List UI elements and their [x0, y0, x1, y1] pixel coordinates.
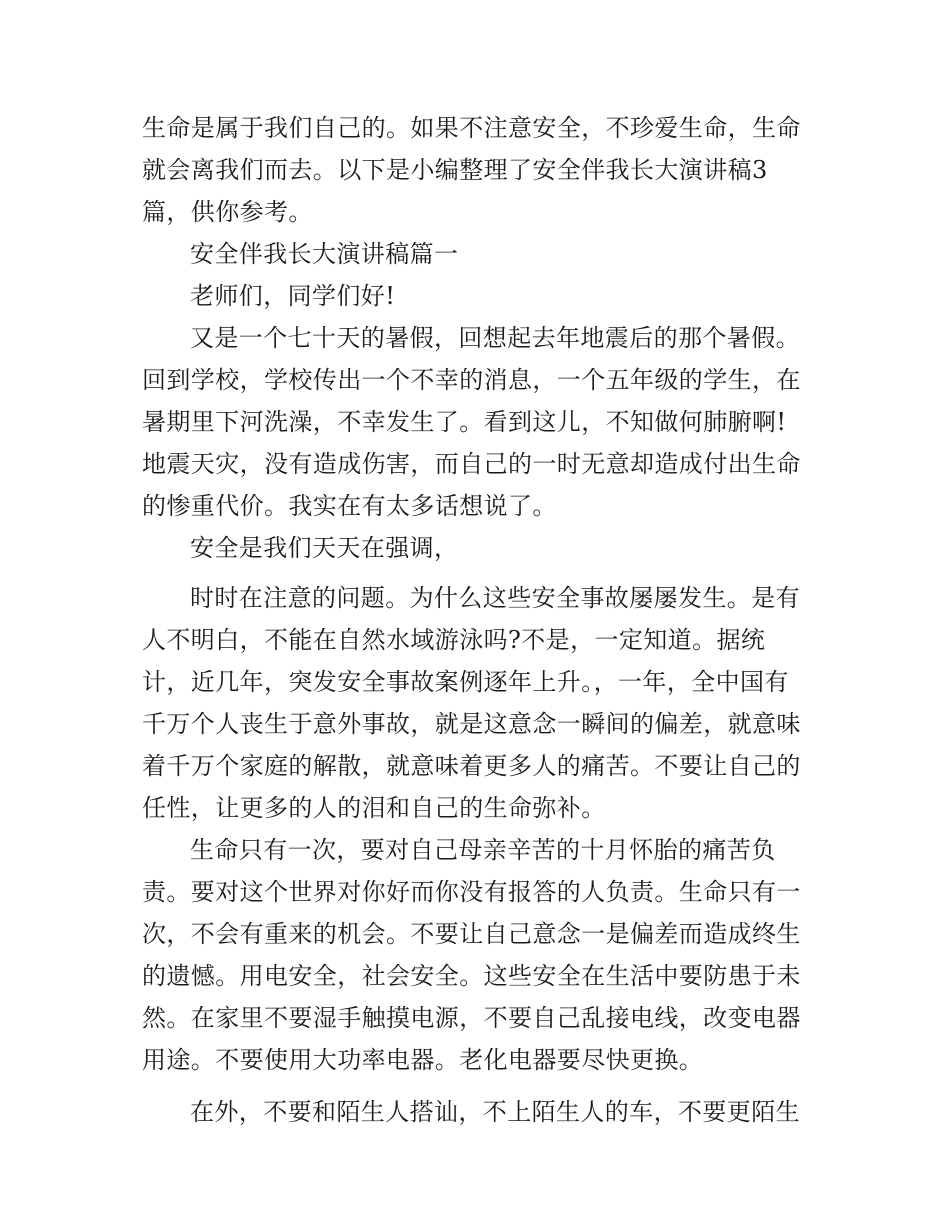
greeting-line: 老师们，同学们好!: [190, 282, 396, 310]
text-line: 就会离我们而去。以下是小编整理了安全伴我长大演讲稿3: [142, 156, 768, 184]
text-line: 任性，让更多的人的泪和自己的生命弥补。: [142, 794, 606, 822]
text-line: 生命是属于我们自己的。如果不注意安全，不珍爱生命，生命: [142, 114, 801, 142]
text-line: 生命只有一次，要对自己母亲辛苦的十月怀胎的痛苦负: [190, 836, 776, 864]
text-line: 暑期里下河洗澡，不幸发生了。看到这儿，不知做何肺腑啊!: [142, 408, 787, 436]
text-line: 千万个人丧生于意外事故，就是这意念一瞬间的偏差，就意味: [142, 710, 801, 738]
text-line: 时时在注意的问题。为什么这些安全事故屡屡发生。是有: [190, 584, 800, 612]
text-line: 次，不会有重来的机会。不要让自己意念一是偏差而造成终生: [142, 920, 801, 948]
text-line: 又是一个七十天的暑假，回想起去年地震后的那个暑假。: [190, 324, 800, 352]
text-line: 着千万个家庭的解散，就意味着更多人的痛苦。不要让自己的: [142, 752, 801, 780]
text-line: 人不明白，不能在自然水域游泳吗?不是，一定知道。据统: [142, 626, 766, 654]
text-line: 地震天灾，没有造成伤害，而自己的一时无意却造成付出生命: [142, 450, 801, 478]
text-line: 然。在家里不要湿手触摸电源，不要自己乱接电线，改变电器: [142, 1004, 801, 1032]
text-line: 用途。不要使用大功率电器。老化电器要尽快更换。: [142, 1046, 704, 1074]
section-heading: 安全伴我长大演讲稿篇一: [190, 240, 459, 268]
text-line: 在外，不要和陌生人搭讪，不上陌生人的车，不要更陌生: [190, 1098, 800, 1126]
text-line: 的惨重代价。我实在有太多话想说了。: [142, 492, 557, 520]
text-line: 安全是我们天天在强调，: [190, 534, 459, 562]
text-line: 责。要对这个世界对你好而你没有报答的人负责。生命只有一: [142, 878, 801, 906]
text-line: 计，近几年，突发安全事故案例逐年上升。，一年，全中国有: [142, 668, 789, 696]
text-line: 的遗憾。用电安全，社会安全。这些安全在生活中要防患于未: [142, 962, 801, 990]
text-line: 回到学校，学校传出一个不幸的消息，一个五年级的学生，在: [142, 366, 801, 394]
text-line: 篇，供你参考。: [142, 198, 313, 226]
